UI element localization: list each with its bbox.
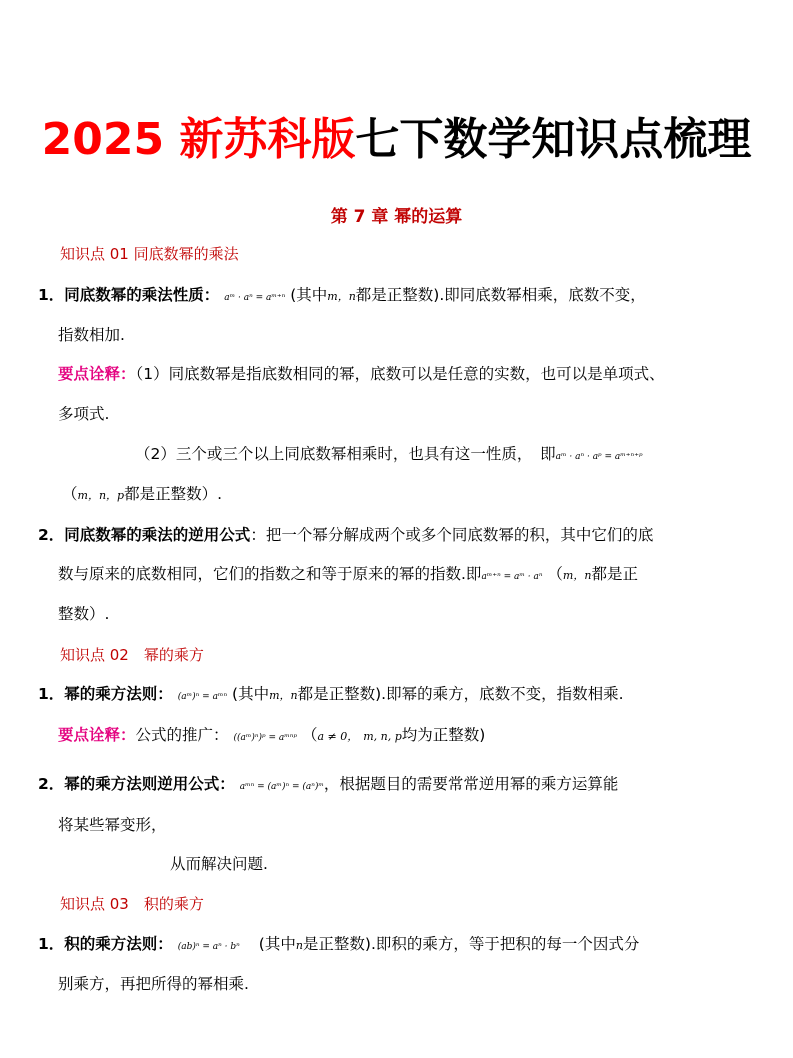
kp1-note1-line1 (58, 363, 665, 385)
variables: n (295, 939, 303, 952)
formula: aᵐ · aⁿ · aᵖ = aᵐ⁺ⁿ⁺ᵖ (555, 452, 643, 462)
variables: m，n (269, 689, 298, 702)
kp1-item2-line2 (58, 563, 638, 588)
item-label: 幂的乘方法则逆用公式： (64, 775, 235, 793)
chapter-heading: 第 7 章 幂的运算 (330, 207, 463, 227)
text: 是正整数).即积的乘方，等于把积的每一个因式分 (302, 935, 640, 953)
text: 数与原来的底数相同，它们的指数之和等于原来的幂的指数.即 (58, 565, 482, 583)
title-red-part: 2025 新苏科版 (41, 114, 356, 165)
item-number: 1． (38, 286, 65, 304)
text: 都是正整数).即同底数幂相乘，底数不变， (355, 286, 646, 304)
item-label: 同底数幂的乘法的逆用公式 (64, 526, 251, 544)
kp2-item2-line1 (38, 773, 618, 798)
item-label: 同底数幂的乘法性质： (64, 286, 220, 304)
knowledge-point-heading-01: 知识点 01 同底数幂的乘法 (60, 245, 239, 263)
knowledge-point-heading-03: 知识点 03 积的乘方 (60, 895, 204, 913)
kp3-item1-line2: 别乘方，再把所得的幂相乘. (58, 975, 249, 993)
kp2-note-line (58, 724, 485, 749)
kp1-note2-line2 (62, 483, 222, 507)
variables: m, n, p (363, 730, 402, 743)
variables: m，n (562, 569, 592, 582)
variables: m，n，p (77, 489, 125, 502)
item-number: 2． (38, 526, 65, 544)
variables: m，n (327, 290, 356, 303)
formula: aᵐⁿ = (aᵐ)ⁿ = (aⁿ)ᵐ (239, 782, 324, 792)
item-label: 积的乘方法则： (64, 935, 173, 953)
item-number: 1． (38, 935, 65, 953)
text: (其中 (258, 935, 296, 953)
text: (其中 (290, 286, 328, 304)
item-label: 幂的乘方法则： (64, 685, 173, 703)
item-number: 2． (38, 775, 65, 793)
paren: （ (301, 726, 318, 744)
formula: (aᵐ)ⁿ = aᵐⁿ (177, 692, 228, 702)
note-label: 要点诠释： (58, 726, 136, 744)
formula: aᵐ⁺ⁿ = aᵐ · aⁿ (481, 572, 543, 582)
note-text: 都是正整数）. (124, 485, 223, 503)
formula: ((aᵐ)ⁿ)ᵖ = aᵐⁿᵖ (233, 733, 298, 743)
formula: (ab)ⁿ = aⁿ · bⁿ (177, 942, 240, 952)
kp1-note2-line1 (135, 443, 643, 468)
formula: aᵐ · aⁿ = aᵐ⁺ⁿ (224, 293, 286, 303)
kp1-item1-line2: 指数相加. (58, 326, 125, 344)
kp2-item2-line3: 从而解决问题. (170, 855, 268, 873)
note-label: 要点诠释： (58, 365, 136, 383)
note-text: （1）同底数幂是指底数相同的幂，底数可以是任意的实数，也可以是单项式、 (135, 365, 665, 383)
text: ：把一个幂分解成两个或多个同底数幂的积，其中它们的底 (250, 526, 654, 544)
kp3-item1-line1 (38, 933, 639, 958)
kp2-item2-line2: 将某些幂变形， (58, 816, 167, 834)
condition: a ≠ 0， (317, 730, 359, 743)
paren: （ (547, 565, 563, 583)
knowledge-point-heading-02: 知识点 02 幂的乘方 (60, 646, 204, 664)
kp2-item1-line1 (38, 683, 624, 708)
kp1-item2-line1 (38, 524, 653, 546)
note-text: （2）三个或三个以上同底数幂相乘时，也具有这一性质， 即 (135, 445, 556, 463)
kp1-item2-line3: 整数）. (58, 605, 110, 623)
note-text: 公式的推广： (135, 726, 229, 744)
title-black-part: 七下数学知识点梳理 (355, 114, 752, 165)
text: ，根据题目的需要常常逆用幂的乘方运算能 (323, 775, 619, 793)
kp1-note1-line2: 多项式. (58, 405, 110, 423)
text: (其中 (232, 685, 270, 703)
kp1-item1-line1 (38, 284, 646, 309)
document-title (0, 103, 793, 167)
item-number: 1． (38, 685, 65, 703)
note-text: 均为正整数) (401, 726, 486, 744)
text: 都是正整数).即幂的乘方，底数不变，指数相乘. (297, 685, 624, 703)
paren: （ (62, 485, 78, 503)
text: 都是正 (591, 565, 638, 583)
